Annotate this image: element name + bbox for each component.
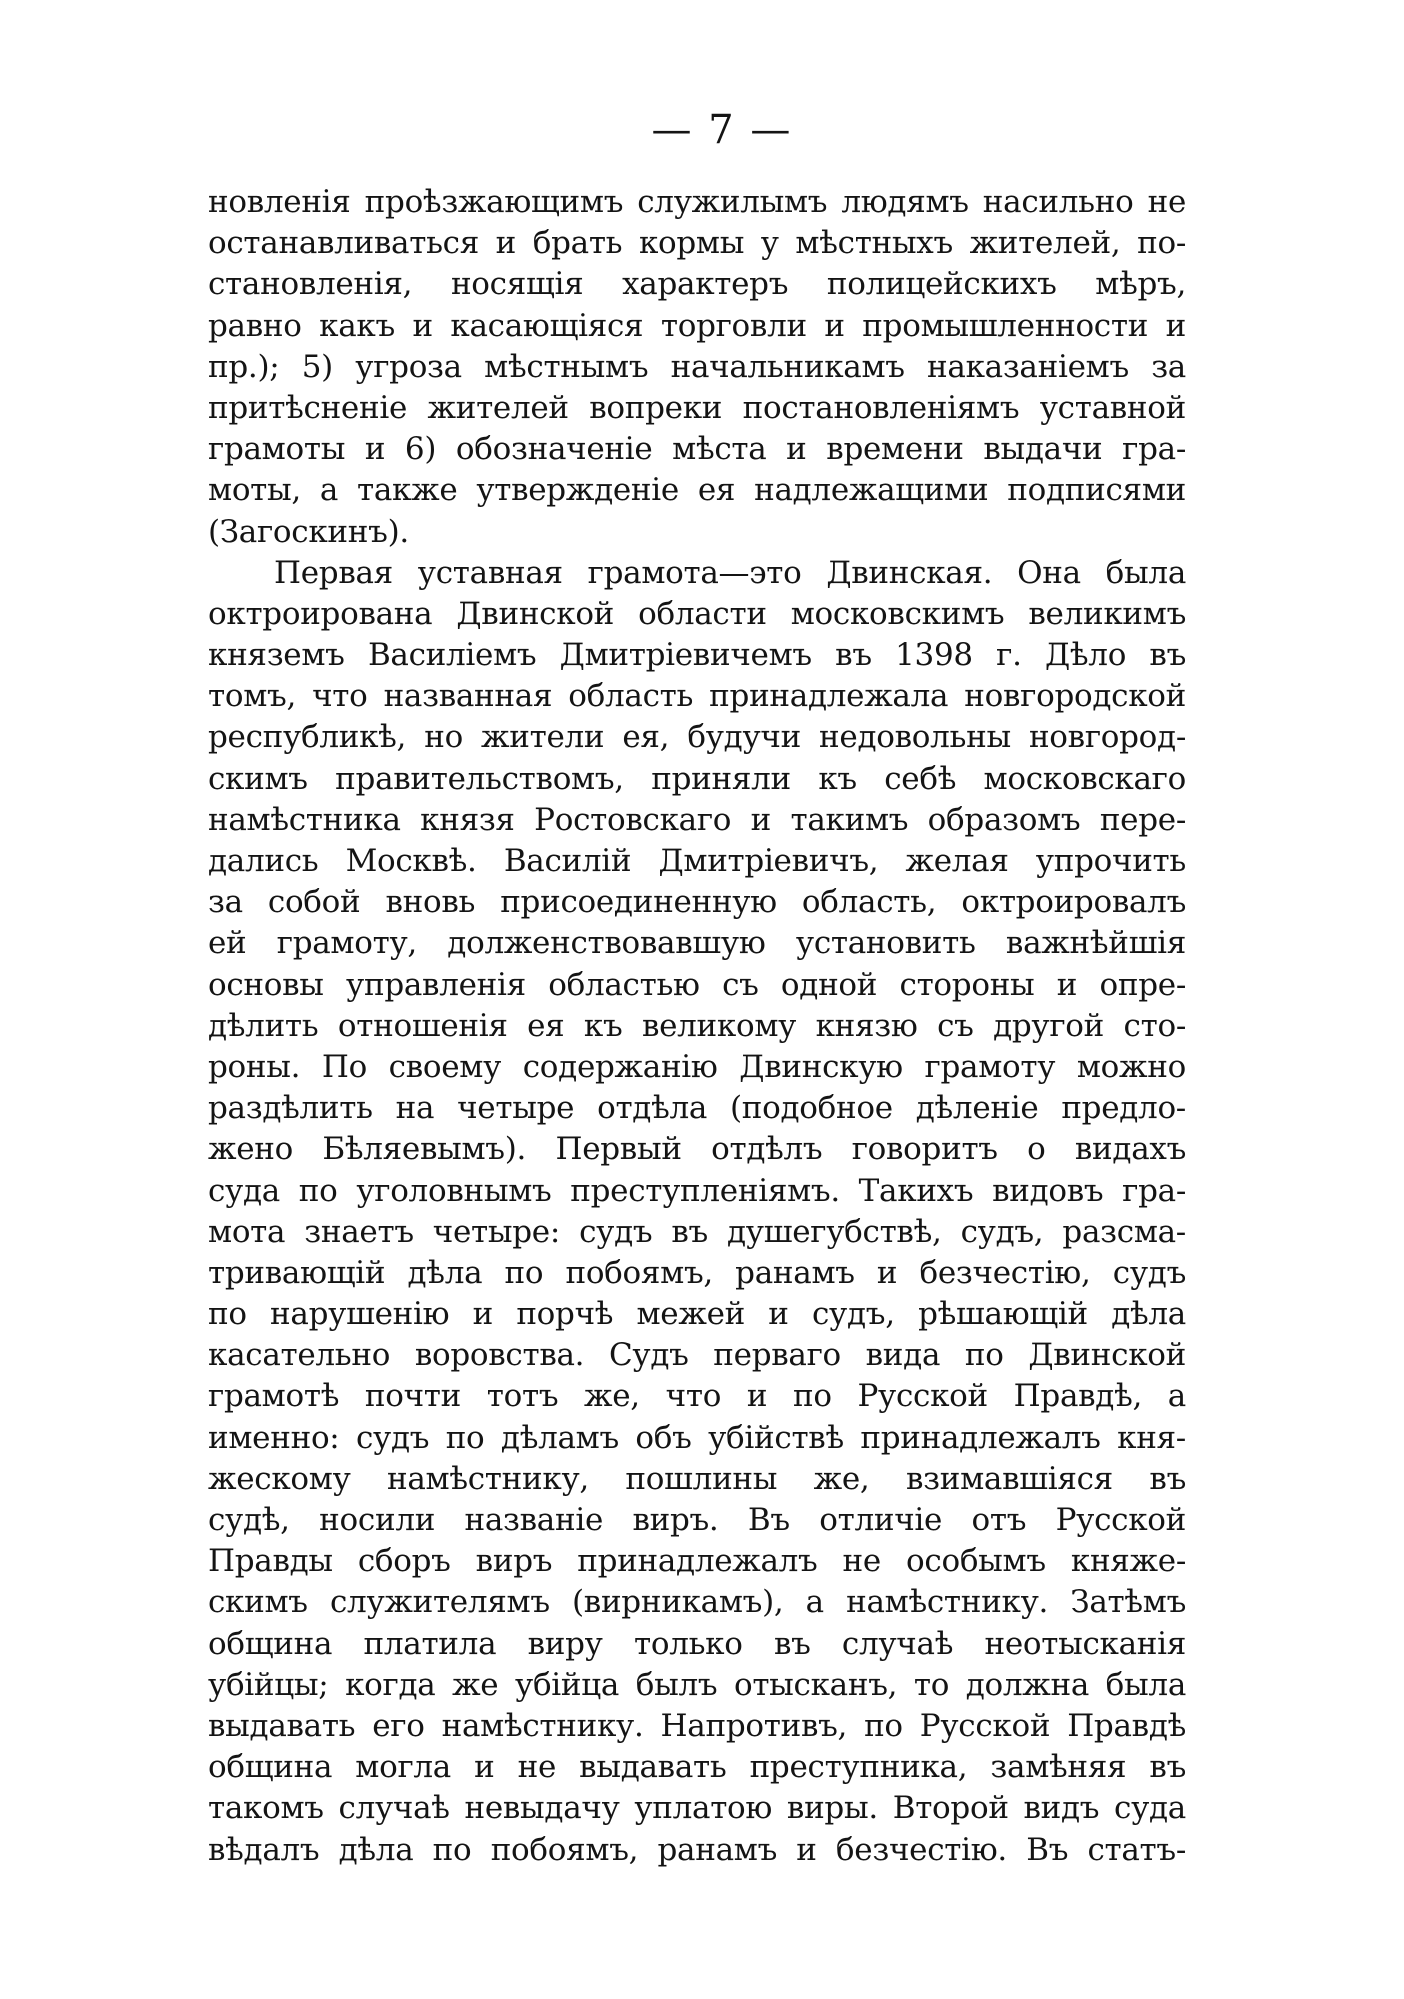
text-line: жено Бѣляевымъ). Первый отдѣлъ говоритъ о видахъ	[208, 1131, 1186, 1168]
text-line: пр.); 5) угроза мѣстнымъ начальникамъ наказаніемъ за	[208, 348, 1186, 385]
text-line: октроирована Двинской области московскимъ великимъ	[208, 595, 1186, 632]
text-line: выдавать его намѣстнику. Напротивъ, по Русской Правдѣ	[208, 1707, 1186, 1744]
text-line: равно какъ и касающіяся торговли и промышленности и	[208, 307, 1186, 344]
text-line: вѣдалъ дѣла по побоямъ, ранамъ и безчестію. Въ статъ-	[208, 1831, 1186, 1868]
text-line: по нарушенію и порчѣ межей и судъ, рѣшающій дѣла	[208, 1296, 1186, 1333]
text-line: моты, а также утвержденіе ея надлежащими подписями	[208, 472, 1186, 509]
text-line: становленія, носящія характеръ полицейскихъ мѣръ,	[208, 266, 1186, 303]
body-text	[208, 182, 1186, 1871]
text-line: община платила виру только въ случаѣ неотысканія	[208, 1625, 1186, 1662]
text-line: за собой вновь присоединенную область, октроировалъ	[208, 884, 1186, 921]
text-line: именно: судъ по дѣламъ объ убійствѣ принадлежалъ кня-	[208, 1419, 1186, 1456]
text-line: община могла и не выдавать преступника, замѣняя въ	[208, 1749, 1186, 1786]
text-line: княземъ Василіемъ Дмитріевичемъ въ 1398 г. Дѣло въ	[208, 637, 1186, 674]
text-line: скимъ правительствомъ, приняли къ себѣ московскаго	[208, 760, 1186, 797]
text-line: Первая уставная грамота—это Двинская. Она была	[274, 554, 1186, 591]
text-line: такомъ случаѣ невыдачу уплатою виры. Второй видъ суда	[208, 1790, 1186, 1827]
text-line: жескому намѣстнику, пошлины же, взимавшіяся въ	[208, 1460, 1186, 1497]
text-line: (Загоскинъ).	[208, 513, 409, 550]
text-line: роны. По своему содержанію Двинскую грамоту можно	[208, 1048, 1186, 1085]
text-line: томъ, что названная область принадлежала новгородской	[208, 678, 1186, 715]
text-line: раздѣлить на четыре отдѣла (подобное дѣленіе предло-	[208, 1090, 1186, 1127]
text-line: касательно воровства. Судъ перваго вида по Двинской	[208, 1337, 1186, 1374]
text-line: дѣлить отношенія ея къ великому князю съ другой сто-	[208, 1007, 1186, 1044]
text-line: скимъ служителямъ (вирникамъ), а намѣстнику. Затѣмъ	[208, 1584, 1186, 1621]
text-line: притѣсненіе жителей вопреки постановленіямъ уставной	[208, 389, 1186, 426]
text-line: ей грамоту, долженствовавшую установить важнѣйшія	[208, 925, 1186, 962]
text-line: основы управленія областью съ одной стороны и опре-	[208, 966, 1186, 1003]
text-line: новленія проѣзжающимъ служилымъ людямъ насильно не	[208, 184, 1186, 220]
text-line: намѣстника князя Ростовскаго и такимъ образомъ пере-	[208, 801, 1186, 838]
text-line: суда по уголовнымъ преступленіямъ. Такихъ видовъ гра-	[208, 1172, 1186, 1209]
text-line: мота знаетъ четыре: судъ въ душегубствѣ, судъ, разсма-	[208, 1213, 1186, 1250]
text-line: останавливаться и брать кормы у мѣстныхъ жителей, по-	[208, 225, 1186, 262]
text-line: тривающій дѣла по побоямъ, ранамъ и безчестію, судъ	[208, 1254, 1186, 1291]
text-line: республикѣ, но жители ея, будучи недовольны новгород-	[208, 719, 1186, 756]
text-line: судѣ, носили названіе виръ. Въ отличіе отъ Русской	[208, 1502, 1186, 1538]
page-number: — 7 —	[651, 107, 793, 153]
text-line: убійцы; когда же убійца былъ отысканъ, то должна была	[208, 1666, 1186, 1703]
text-line: Правды сборъ виръ принадлежалъ не особымъ княже-	[208, 1543, 1186, 1580]
text-line: дались Москвѣ. Василій Дмитріевичъ, желая упрочить	[208, 843, 1186, 879]
text-line: грамотѣ почти тотъ же, что и по Русской Правдѣ, а	[208, 1378, 1186, 1415]
text-line: грамоты и 6) обозначеніе мѣста и времени выдачи гра-	[208, 431, 1186, 468]
